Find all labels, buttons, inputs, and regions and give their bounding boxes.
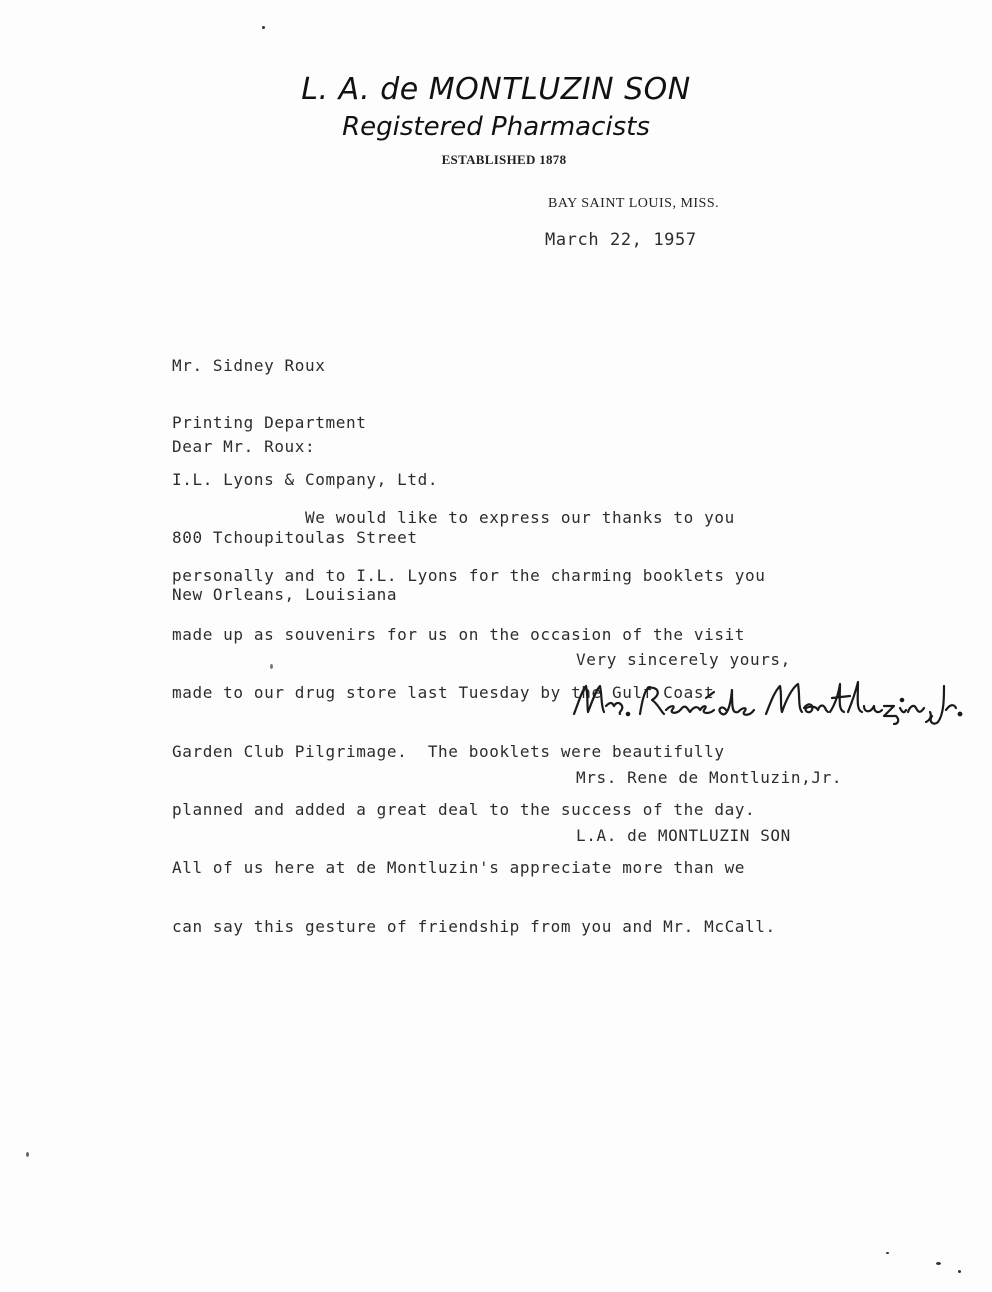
letterhead-established: ESTABLISHED 1878 bbox=[441, 152, 567, 167]
letterhead-firm-name: L. A. de MONTLUZIN SON bbox=[301, 72, 691, 107]
scan-speck bbox=[26, 1152, 29, 1157]
scan-speck bbox=[262, 26, 265, 29]
recipient-line: New Orleans, Louisiana bbox=[172, 584, 398, 604]
handwritten-signature bbox=[568, 676, 963, 728]
scan-speck bbox=[270, 664, 273, 669]
signer-block bbox=[576, 730, 842, 883]
recipient-line: Printing Department bbox=[172, 413, 367, 433]
signer-company: L.A. de MONTLUZIN SON bbox=[576, 825, 791, 845]
body-line: made to our drug store last Tuesday by the Gulf Coast bbox=[172, 683, 715, 703]
recipient-line: I.L. Lyons & Company, Ltd. bbox=[172, 470, 439, 490]
body-line: planned and added a great deal to the success of the day. bbox=[172, 799, 756, 819]
recipient-line: Mr. Sidney Roux bbox=[172, 356, 326, 375]
body-line: personally and to I.L. Lyons for the charming booklets you bbox=[172, 566, 766, 586]
scan-speck bbox=[958, 1270, 961, 1273]
letterhead-subtitle: Registered Pharmacists bbox=[342, 112, 650, 142]
letter-date: March 22, 1957 bbox=[545, 230, 697, 250]
body-line: can say this gesture of friendship from you and Mr. McCall. bbox=[172, 916, 776, 936]
body-line: We would like to express our thanks to you bbox=[172, 508, 735, 527]
body-line: Garden Club Pilgrimage. The booklets were beautifully bbox=[172, 741, 725, 761]
body-line: made up as souvenirs for us on the occasion of the visit bbox=[172, 624, 746, 644]
recipient-line: 800 Tchoupitoulas Street bbox=[172, 527, 418, 547]
scan-speck bbox=[936, 1262, 941, 1265]
signer-name: Mrs. Rene de Montluzin,Jr. bbox=[576, 768, 843, 787]
body-line: All of us here at de Montluzin's appreciate more than we bbox=[172, 858, 746, 878]
closing: Very sincerely yours, bbox=[576, 650, 791, 669]
salutation: Dear Mr. Roux: bbox=[172, 437, 316, 456]
letterhead-city: BAY SAINT LOUIS, MISS. bbox=[548, 196, 720, 211]
scan-speck bbox=[886, 1252, 889, 1254]
